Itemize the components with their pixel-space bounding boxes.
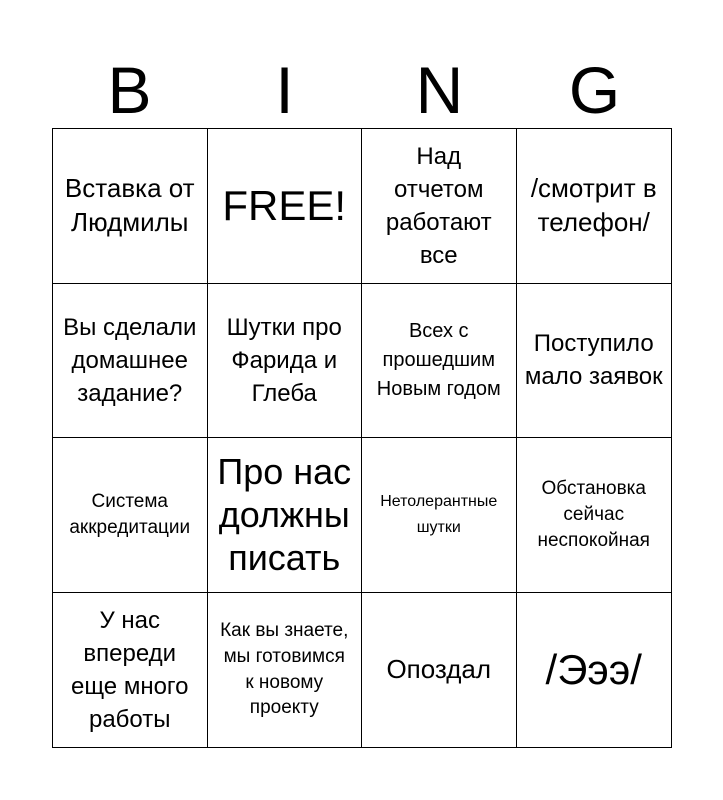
bingo-cell-r2c4[interactable] <box>517 284 672 439</box>
cell-text: У нас впереди еще много работы <box>70 606 189 733</box>
title-letter-g: G <box>568 53 621 127</box>
cell-text: Вы сделали домашнее задание? <box>63 313 197 407</box>
cell-text: Поступило мало заявок <box>524 330 663 391</box>
bingo-cell-r3c1[interactable] <box>53 438 208 593</box>
bingo-cell-free[interactable] <box>208 129 363 284</box>
cell-text: /смотрит в телефон/ <box>530 172 657 237</box>
cell-text: Вставка от Людмилы <box>64 172 195 237</box>
bingo-cell-r1c1[interactable] <box>53 129 208 284</box>
cell-text: Шутки про Фарида и Глеба <box>226 313 342 407</box>
bingo-cell-r4c3[interactable] <box>362 593 517 748</box>
bingo-cell-r1c4[interactable] <box>517 129 672 284</box>
cell-text: Система аккредитации <box>69 491 191 538</box>
cell-text: Нетолерантные шутки <box>380 493 498 536</box>
cell-text: Опоздал <box>386 653 492 684</box>
bingo-cell-r3c4[interactable] <box>517 438 672 593</box>
title-letter-b: B <box>107 53 152 127</box>
bingo-cell-r2c2[interactable] <box>208 284 363 439</box>
bingo-title <box>52 50 672 130</box>
title-letter-n: N <box>415 53 464 127</box>
bingo-cell-r3c2[interactable] <box>208 438 363 593</box>
cell-text: Как вы знаете, мы готовимся к новому проекту <box>220 620 349 719</box>
cell-text: Всех с прошедшим Новым годом <box>376 319 501 400</box>
bingo-cell-r2c3[interactable] <box>362 284 517 439</box>
cell-text: Над отчетом работают все <box>385 142 492 269</box>
bingo-cell-r2c1[interactable] <box>53 284 208 439</box>
title-letter-i: I <box>275 53 294 127</box>
cell-text: /Эээ/ <box>545 645 642 693</box>
cell-text: FREE! <box>222 181 347 229</box>
bingo-cell-r3c3[interactable] <box>362 438 517 593</box>
cell-text: Про нас должны писать <box>217 450 352 579</box>
bingo-cell-r1c3[interactable] <box>362 129 517 284</box>
bingo-board <box>52 128 672 748</box>
bingo-cell-r4c2[interactable] <box>208 593 363 748</box>
bingo-cell-r4c4[interactable] <box>517 593 672 748</box>
cell-text: Обстановка сейчас неспокойная <box>537 478 650 551</box>
bingo-cell-r4c1[interactable] <box>53 593 208 748</box>
